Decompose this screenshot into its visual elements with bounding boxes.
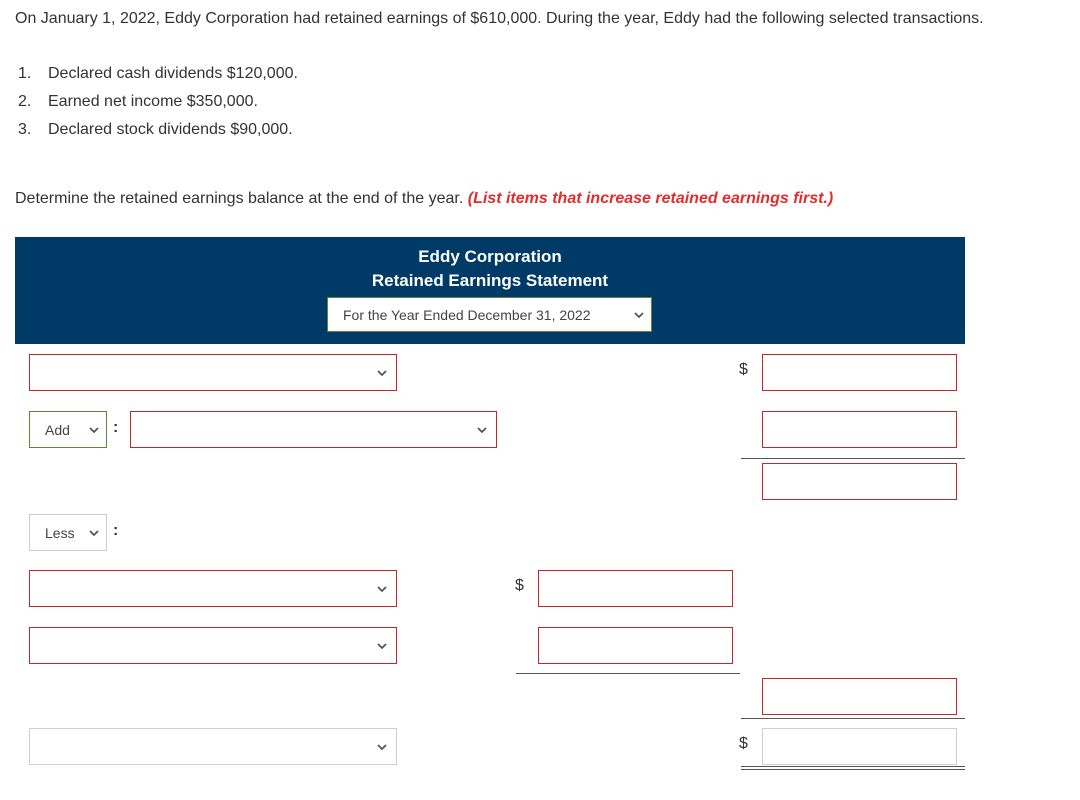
amount-input-detail-1[interactable]: [538, 570, 733, 607]
transaction-list: [18, 60, 298, 144]
list-item-number: 3.: [18, 121, 32, 138]
double-rule-top: [741, 766, 965, 767]
amount-input-total-1[interactable]: [762, 354, 957, 391]
list-item: [18, 88, 298, 116]
question-hint: (List items that increase retained earnings first.): [467, 190, 834, 207]
dollar-sign: $: [739, 735, 748, 752]
list-item-text: Earned net income $350,000.: [48, 93, 258, 110]
statement-header: [15, 237, 965, 344]
operator-value: Less: [45, 524, 75, 541]
line-item-select-2[interactable]: [130, 411, 497, 448]
amount-input-ending-balance[interactable]: [762, 728, 957, 765]
question-text: [15, 190, 833, 208]
statement-title: Retained Earnings Statement: [371, 271, 609, 290]
chevron-down-icon: [376, 367, 388, 379]
colon-separator: :: [113, 419, 119, 436]
amount-input-total-3[interactable]: [762, 463, 957, 500]
problem-intro: On January 1, 2022, Eddy Corporation had retained earnings of $610,000. During the year, Eddy had the following selected transactions.: [15, 10, 984, 27]
amount-input-detail-2[interactable]: [538, 627, 733, 664]
chevron-down-icon: [633, 309, 645, 321]
line-item-select-1[interactable]: [29, 354, 397, 391]
list-item-text: Declared cash dividends $120,000.: [48, 65, 298, 82]
company-name: Eddy Corporation: [418, 247, 562, 266]
dollar-sign: $: [515, 577, 524, 594]
chevron-down-icon: [476, 424, 488, 436]
double-rule-bottom: [741, 769, 965, 770]
subtotal-rule: [741, 718, 965, 719]
add-operator-select[interactable]: [29, 411, 107, 448]
chevron-down-icon: [88, 424, 100, 436]
dollar-sign: $: [739, 361, 748, 378]
question-main: Determine the retained earnings balance at the end of the year.: [15, 190, 464, 207]
subtotal-rule: [741, 458, 965, 459]
period-select-value: For the Year Ended December 31, 2022: [343, 306, 591, 323]
line-item-select-5[interactable]: [29, 728, 397, 765]
line-item-select-4[interactable]: [29, 627, 397, 664]
amount-input-total-2[interactable]: [762, 411, 957, 448]
amount-input-total-4[interactable]: [762, 678, 957, 715]
detail-total-rule: [516, 673, 740, 674]
list-item: [18, 60, 298, 88]
line-item-select-3[interactable]: [29, 570, 397, 607]
chevron-down-icon: [88, 527, 100, 539]
list-item-text: Declared stock dividends $90,000.: [48, 121, 293, 138]
colon-separator: :: [113, 522, 119, 539]
list-item: [18, 116, 298, 144]
chevron-down-icon: [376, 741, 388, 753]
chevron-down-icon: [376, 640, 388, 652]
operator-value: Add: [45, 421, 70, 438]
period-select[interactable]: [327, 297, 652, 332]
chevron-down-icon: [376, 583, 388, 595]
list-item-number: 2.: [18, 93, 32, 110]
less-operator-select[interactable]: [29, 514, 107, 551]
list-item-number: 1.: [18, 65, 32, 82]
